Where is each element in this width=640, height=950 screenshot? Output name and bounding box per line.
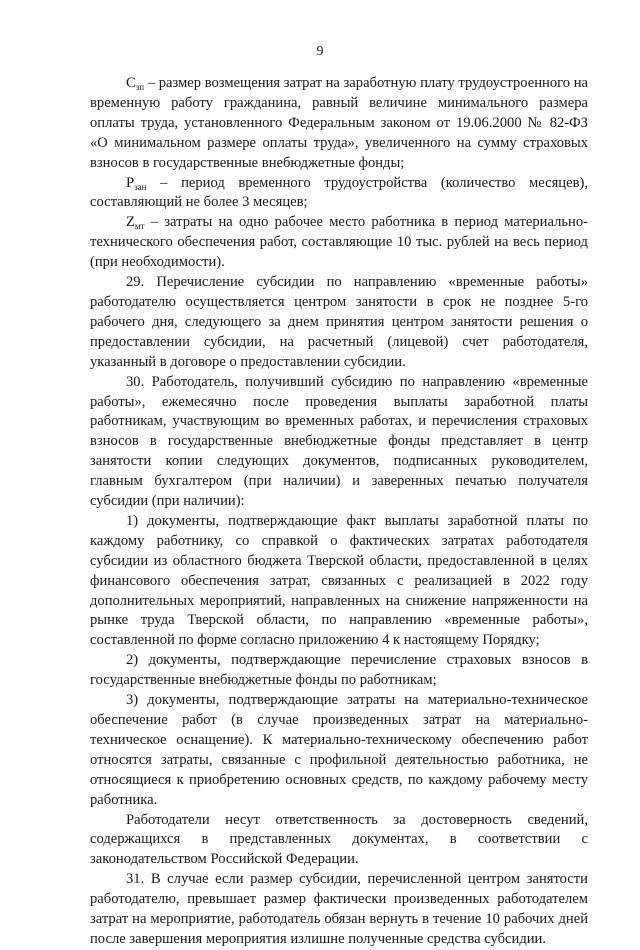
symbol-employment-period: $Р_{зан}$ — [126, 174, 147, 192]
definition-text: – затраты на одно рабочее место работника в период материально-технического обеспечения работ, составляющие 10 тыс. рублей на весь период (при необходимости). — [90, 214, 588, 271]
page-number: 9 — [316, 44, 324, 59]
document-body — [90, 74, 588, 950]
list-item-1: 1) документы, подтверждающие факт выплаты заработной платы по каждому работнику, со справкой о фактических затратах работодателя субсидии из областного бюджета Тверской области, предоставленной в целях финансового обеспечения затрат, связанных с реализацией в 2022 году дополнительных мероприятий, направленных на снижение напряженности на рынке труда Тверской области, по направлению «временные работы», составленной по форме согласно приложению 4 к настоящему Порядку; — [90, 512, 588, 649]
definition-text: – период временного трудоустройства (количество месяцев), составляющий не более 3 месяцев; — [90, 174, 588, 211]
symbol-salary-cost: $С_{зп}$ — [126, 75, 145, 92]
definition-text: – размер возмещения затрат на заработную плату трудоустроенного на временную работу гражданина, равный величине минимального размера оплаты труда, установленного Федеральным законом от 19.06.2000 № 82-ФЗ «О минимальном размере оплаты труда», увеличенного на сумму страховых взносов в государственные внебюджетные фонды; — [90, 75, 588, 171]
definition-material-costs — [90, 213, 588, 273]
definition-employment-period — [90, 174, 588, 214]
definition-salary-cost — [90, 74, 588, 174]
list-item-2: 2) документы, подтверждающие перечисление страховых взносов в государственные внебюджетные фонды по работникам; — [90, 652, 588, 689]
paragraph-responsibility: Работодатели несут ответственность за достоверность сведений, содержащихся в представленных документах, в соответствии с законодательством Российской Федерации. — [90, 811, 588, 868]
paragraph-29: 29. Перечисление субсидии по направлению «временные работы» работодателю осуществляется центром занятости в срок не позднее 5-го рабочего дня, следующего за днем принятия центром занятости решения о предоставлении субсидии, на расчетный (лицевой) счет работодателя, указанный в договоре о предоставлении субсидии. — [90, 274, 588, 370]
paragraph-31: 31. В случае если размер субсидии, перечисленной центром занятости работодателю, превышает размер фактически произведенных работодателем затрат на мероприятие, работодатель обязан вернуть в течение 10 рабочих дней после завершения мероприятия излишне полученные средства субсидии. — [90, 871, 588, 947]
symbol-material-costs: $Z_{мт}$ — [126, 214, 145, 232]
paragraph-30: 30. Работодатель, получивший субсидию по направлению «временные работы», ежемесячно после проведения выплаты заработной платы работникам, участвующим во временных работах, и перечисления страховых взносов в государственные внебюджетные фонды представляет в центр занятости копии следующих документов, подписанных руководителем, главным бухгалтером (при наличии) и заверенных печатью получателя субсидии (при наличии): — [90, 373, 588, 510]
list-item-3: 3) документы, подтверждающие затраты на материально-техническое обеспечение работ (в случае произведенных затрат на материально-техническое оснащение). К материально-техническому обеспечению работ относятся затраты, связанные с профильной деятельностью работника, не относящиеся к приобретению основных средств, по каждому рабочему месту работника. — [90, 692, 588, 808]
